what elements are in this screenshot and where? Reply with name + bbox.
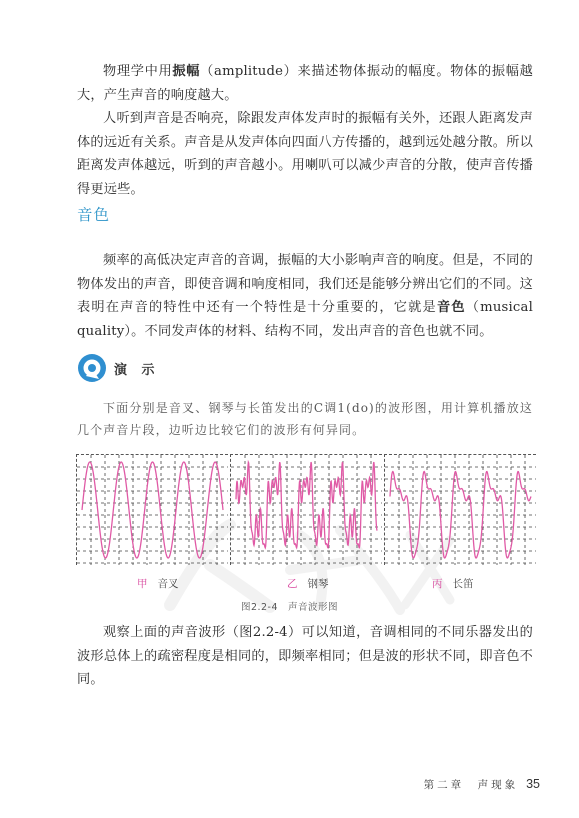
figure-title bbox=[0, 599, 579, 613]
demo-icon bbox=[77, 353, 107, 383]
waveform-piano bbox=[231, 455, 382, 565]
chapter-label: 第二章 声现象 bbox=[423, 779, 519, 791]
waveform-panel-piano bbox=[230, 454, 382, 565]
grid-lines bbox=[231, 455, 382, 565]
waveform-panel-tuning-fork bbox=[76, 454, 228, 565]
page-number: 35 bbox=[526, 777, 540, 791]
figure-number: 图2.2-4 bbox=[240, 602, 279, 613]
demo-text: 下面分别是音叉、钢琴与长笛发出的C调1(do)的波形图，用计算机播放这几个声音片段，边听边比较它们的波形有何异同。 bbox=[77, 401, 533, 437]
page-footer bbox=[0, 777, 540, 792]
term-timbre: 音色 bbox=[436, 300, 466, 315]
demo-label: 演 示 bbox=[114, 363, 160, 378]
grid-lines bbox=[77, 455, 228, 565]
term-amplitude: 振幅 bbox=[172, 64, 201, 79]
figure-name: 声音波形图 bbox=[288, 602, 339, 613]
caption-flute: 丙 长笛 bbox=[432, 578, 474, 590]
paragraph-distance: 人听到声音是否响亮，除跟发声体发声时的振幅有关外，还跟人距离发声体的远近有关系。声音是从发声体向四面八方传播的，越到远处越分散。所以距离发声体越远，听到的声音越小。用喇叭可以减少声音的分散，使声音传播得更远些。 bbox=[77, 111, 533, 197]
caption-piano: 乙 钢琴 bbox=[287, 578, 329, 590]
waveform-tuning-fork bbox=[77, 455, 228, 565]
section-title: 音色 bbox=[77, 206, 111, 224]
waveform-line bbox=[82, 462, 223, 558]
paragraph-amplitude: 物理学中用振幅（amplitude）来描述物体振动的幅度。物体的振幅越大，产生声音的响度越大。 bbox=[77, 64, 533, 103]
caption-tuning-fork: 甲 音叉 bbox=[137, 578, 179, 590]
waveform-flute bbox=[385, 455, 536, 565]
waveform-panel-flute bbox=[384, 454, 536, 565]
grid-lines bbox=[385, 455, 536, 565]
paragraph-observation: 观察上面的声音波形（图2.2-4）可以知道，音调相同的不同乐器发出的波形总体上的疏密程度是相同的，即频率相同；但是波的形状不同，即音色不同。 bbox=[77, 625, 533, 687]
waveform-line bbox=[236, 462, 377, 548]
paragraph-timbre: 频率的高低决定声音的音调，振幅的大小影响声音的响度。但是，不同的物体发出的声音，即使音调和响度相同，我们还是能够分辨出它们的不同。这表明在声音的特性中还有一个特性是十分重要的，它就是音色（musical quality）。不同发声体的材料、结构不同，发出声音的音色也就不同。 bbox=[77, 253, 533, 339]
